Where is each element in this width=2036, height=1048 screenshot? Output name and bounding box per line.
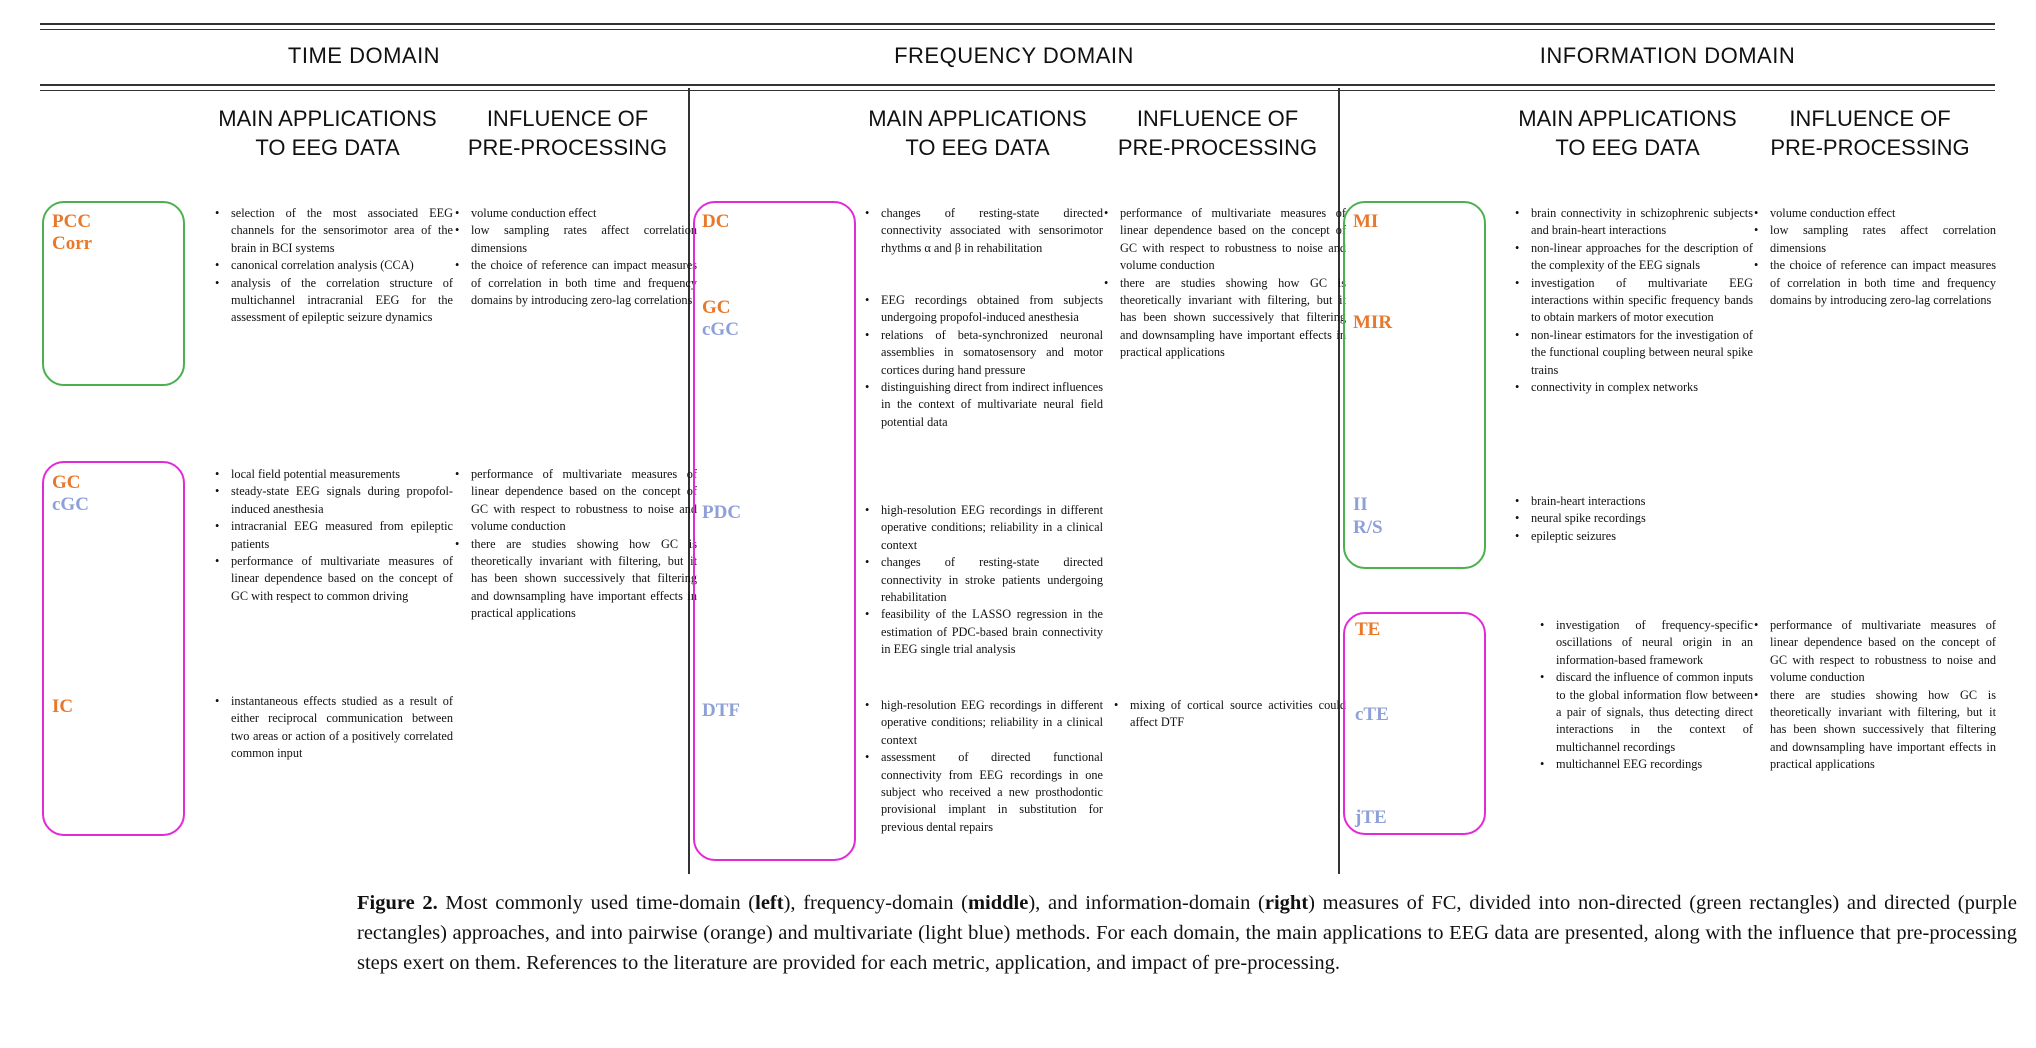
metric-cgc: cGC <box>52 494 89 515</box>
information-ii-applications <box>1515 493 1753 545</box>
list-item: • changes of resting-state directed connectivity associated with sensorimotor rhythms α and β in rehabilitation <box>881 205 1103 257</box>
mid-rule-2 <box>40 90 1995 91</box>
frequency-dtf-applications <box>865 697 1103 836</box>
time-pcc-influence <box>455 205 697 309</box>
list-item: • distinguishing direct from indirect influences in the context of multivariate neural field potential data <box>881 379 1103 431</box>
metric-dtf: DTF <box>702 700 740 721</box>
information-domain-title: INFORMATION DOMAIN <box>1539 43 1796 68</box>
list-item: • high-resolution EEG recordings in different operative conditions; reliability in a clinical context <box>881 502 1103 554</box>
information-apps-header: MAIN APPLICATIONS TO EEG DATA <box>1518 106 1737 160</box>
mid-rule-1 <box>40 84 1995 86</box>
metric-te: TE <box>1355 619 1381 640</box>
time-influence-header: INFLUENCE OF PRE-PROCESSING <box>467 106 668 160</box>
metric-cte: cTE <box>1355 704 1389 725</box>
list-item: • EEG recordings obtained from subjects undergoing propofol-induced anesthesia <box>881 292 1103 327</box>
frequency-pdc-applications <box>865 502 1103 659</box>
metric-jte: jTE <box>1355 807 1387 828</box>
list-item: • the choice of reference can impact measures of correlation in both time and frequency domains by introducing zero-lag correlations <box>1770 257 1996 309</box>
list-item: • volume conduction effect <box>1770 205 1996 222</box>
list-item: • instantaneous effects studied as a result of either reciprocal communication between two areas or action of a positively correlated common input <box>231 693 453 763</box>
list-item: • multichannel EEG recordings <box>1556 756 1753 773</box>
time-ic-applications <box>215 693 453 763</box>
list-item: • epileptic seizures <box>1531 528 1753 545</box>
list-item: • performance of multivariate measures of linear dependence based on the concept of GC with respect to common driving <box>231 553 453 605</box>
caption-label: Figure 2. <box>357 892 438 914</box>
information-te-influence <box>1754 617 1996 774</box>
time-gc-applications <box>215 466 453 605</box>
list-item: • intracranial EEG measured from epileptic patients <box>231 518 453 553</box>
time-directed-box <box>42 461 185 836</box>
frequency-influence-header: INFLUENCE OF PRE-PROCESSING <box>1117 106 1318 160</box>
frequency-dtf-influence <box>1114 697 1346 732</box>
figure-caption: Figure 2. Most commonly used time-domain (left), frequency-domain (middle), and information-domain (right) measures of FC, divided into non-directed (green rectangles) and directed (purple rectangles) approaches, and into pairwise (orange) and multivariate (light blue) methods. For each domain, the main applications to EEG data are presented, along with the influence that pre-processing steps exert on them. References to the literature are provided for each metric, application, and impact of pre-processing. <box>357 892 2018 974</box>
list-item: • performance of multivariate measures of linear dependence based on the concept of GC with respect to robustness to noise and volume conduction <box>1120 205 1346 275</box>
metric-gc: GC <box>52 472 81 493</box>
list-item: • performance of multivariate measures of linear dependence based on the concept of GC with respect to robustness to noise and volume conduction <box>471 466 697 536</box>
list-item: • investigation of multivariate EEG interactions within specific frequency bands to obtain markers of motor execution <box>1531 275 1753 327</box>
list-item: • non-linear approaches for the description of the complexity of the EEG signals <box>1531 240 1753 275</box>
metric-pdc: PDC <box>702 502 742 523</box>
information-mi-applications <box>1515 205 1753 396</box>
list-item: • feasibility of the LASSO regression in the estimation of PDC-based brain connectivity in EEG single trial analysis <box>881 606 1103 658</box>
list-item: • the choice of reference can impact measures of correlation in both time and frequency domains by introducing zero-lag correlations <box>471 257 697 309</box>
list-item: • discard the influence of common inputs to the global information flow between a pair of signals, thus detecting direct interactions in the context of multichannel recordings <box>1556 669 1753 756</box>
metric-corr: Corr <box>52 233 93 254</box>
list-item: • high-resolution EEG recordings in different operative conditions; reliability in a clinical context <box>881 697 1103 749</box>
metric-gc: GC <box>702 297 731 318</box>
list-item: • connectivity in complex networks <box>1531 379 1753 396</box>
list-item: • steady-state EEG signals during propofol-induced anesthesia <box>231 483 453 518</box>
list-item: • neural spike recordings <box>1531 510 1753 527</box>
frequency-dc-applications <box>865 205 1103 257</box>
metric-ii: II <box>1353 494 1368 515</box>
metric-pcc: PCC <box>52 211 92 232</box>
list-item: • canonical correlation analysis (CCA) <box>231 257 453 274</box>
list-item: • non-linear estimators for the investigation of the functional coupling between neural spike trains <box>1531 327 1753 379</box>
frequency-apps-header: MAIN APPLICATIONS TO EEG DATA <box>868 106 1087 160</box>
list-item: • changes of resting-state directed connectivity in stroke patients undergoing rehabilitation <box>881 554 1103 606</box>
list-item: • there are studies showing how GC is theoretically invariant with filtering, but it has been shown successively that filtering and downsampling have important effects in practical applications <box>1770 687 1996 774</box>
list-item: • there are studies showing how GC is theoretically invariant with filtering, but it has been shown successively that filtering and downsampling have important effects in practical applications <box>1120 275 1346 362</box>
list-item: • analysis of the correlation structure of multichannel intracranial EEG for the assessment of epileptic seizure dynamics <box>231 275 453 327</box>
time-gc-influence <box>455 466 697 623</box>
information-mi-influence <box>1754 205 1996 309</box>
frequency-domain-title: FREQUENCY DOMAIN <box>894 43 1134 68</box>
top-rule-2 <box>40 29 1995 30</box>
list-item: • low sampling rates affect correlation dimensions <box>471 222 697 257</box>
time-pcc-applications <box>215 205 453 327</box>
time-apps-header: MAIN APPLICATIONS TO EEG DATA <box>218 106 437 160</box>
list-item: • low sampling rates affect correlation dimensions <box>1770 222 1996 257</box>
list-item: • volume conduction effect <box>471 205 697 222</box>
time-domain-title: TIME DOMAIN <box>287 43 441 68</box>
metric-mi: MI <box>1353 211 1379 232</box>
frequency-gc-applications <box>865 292 1103 431</box>
top-rule-1 <box>40 23 1995 25</box>
list-item: • there are studies showing how GC is theoretically invariant with filtering, but it has been shown successively that filtering and downsampling have important effects in practical applications <box>471 536 697 623</box>
metric-rs: R/S <box>1353 517 1383 538</box>
frequency-dc-influence <box>1104 205 1346 362</box>
metric-cgc: cGC <box>702 319 739 340</box>
list-item: • performance of multivariate measures of linear dependence based on the concept of GC with respect to robustness to noise and volume conduction <box>1770 617 1996 687</box>
metric-ic: IC <box>52 696 74 717</box>
list-item: • investigation of frequency-specific oscillations of neural origin in an information-based framework <box>1556 617 1753 669</box>
metric-mir: MIR <box>1353 312 1393 333</box>
list-item: • mixing of cortical source activities could affect DTF <box>1130 697 1346 732</box>
information-influence-header: INFLUENCE OF PRE-PROCESSING <box>1770 106 1970 160</box>
information-te-applications <box>1540 617 1753 774</box>
list-item: • assessment of directed functional connectivity from EEG recordings in one subject who received a new prosthodontic provisional implant in substitution for previous dental repairs <box>881 749 1103 836</box>
metric-dc: DC <box>702 211 730 232</box>
list-item: • selection of the most associated EEG channels for the sensorimotor area of the brain in BCI systems <box>231 205 453 257</box>
list-item: • brain-heart interactions <box>1531 493 1753 510</box>
list-item: • local field potential measurements <box>231 466 453 483</box>
list-item: • relations of beta-synchronized neuronal assemblies in somatosensory and motor cortices during hand pressure <box>881 327 1103 379</box>
list-item: • brain connectivity in schizophrenic subjects and brain-heart interactions <box>1531 205 1753 240</box>
